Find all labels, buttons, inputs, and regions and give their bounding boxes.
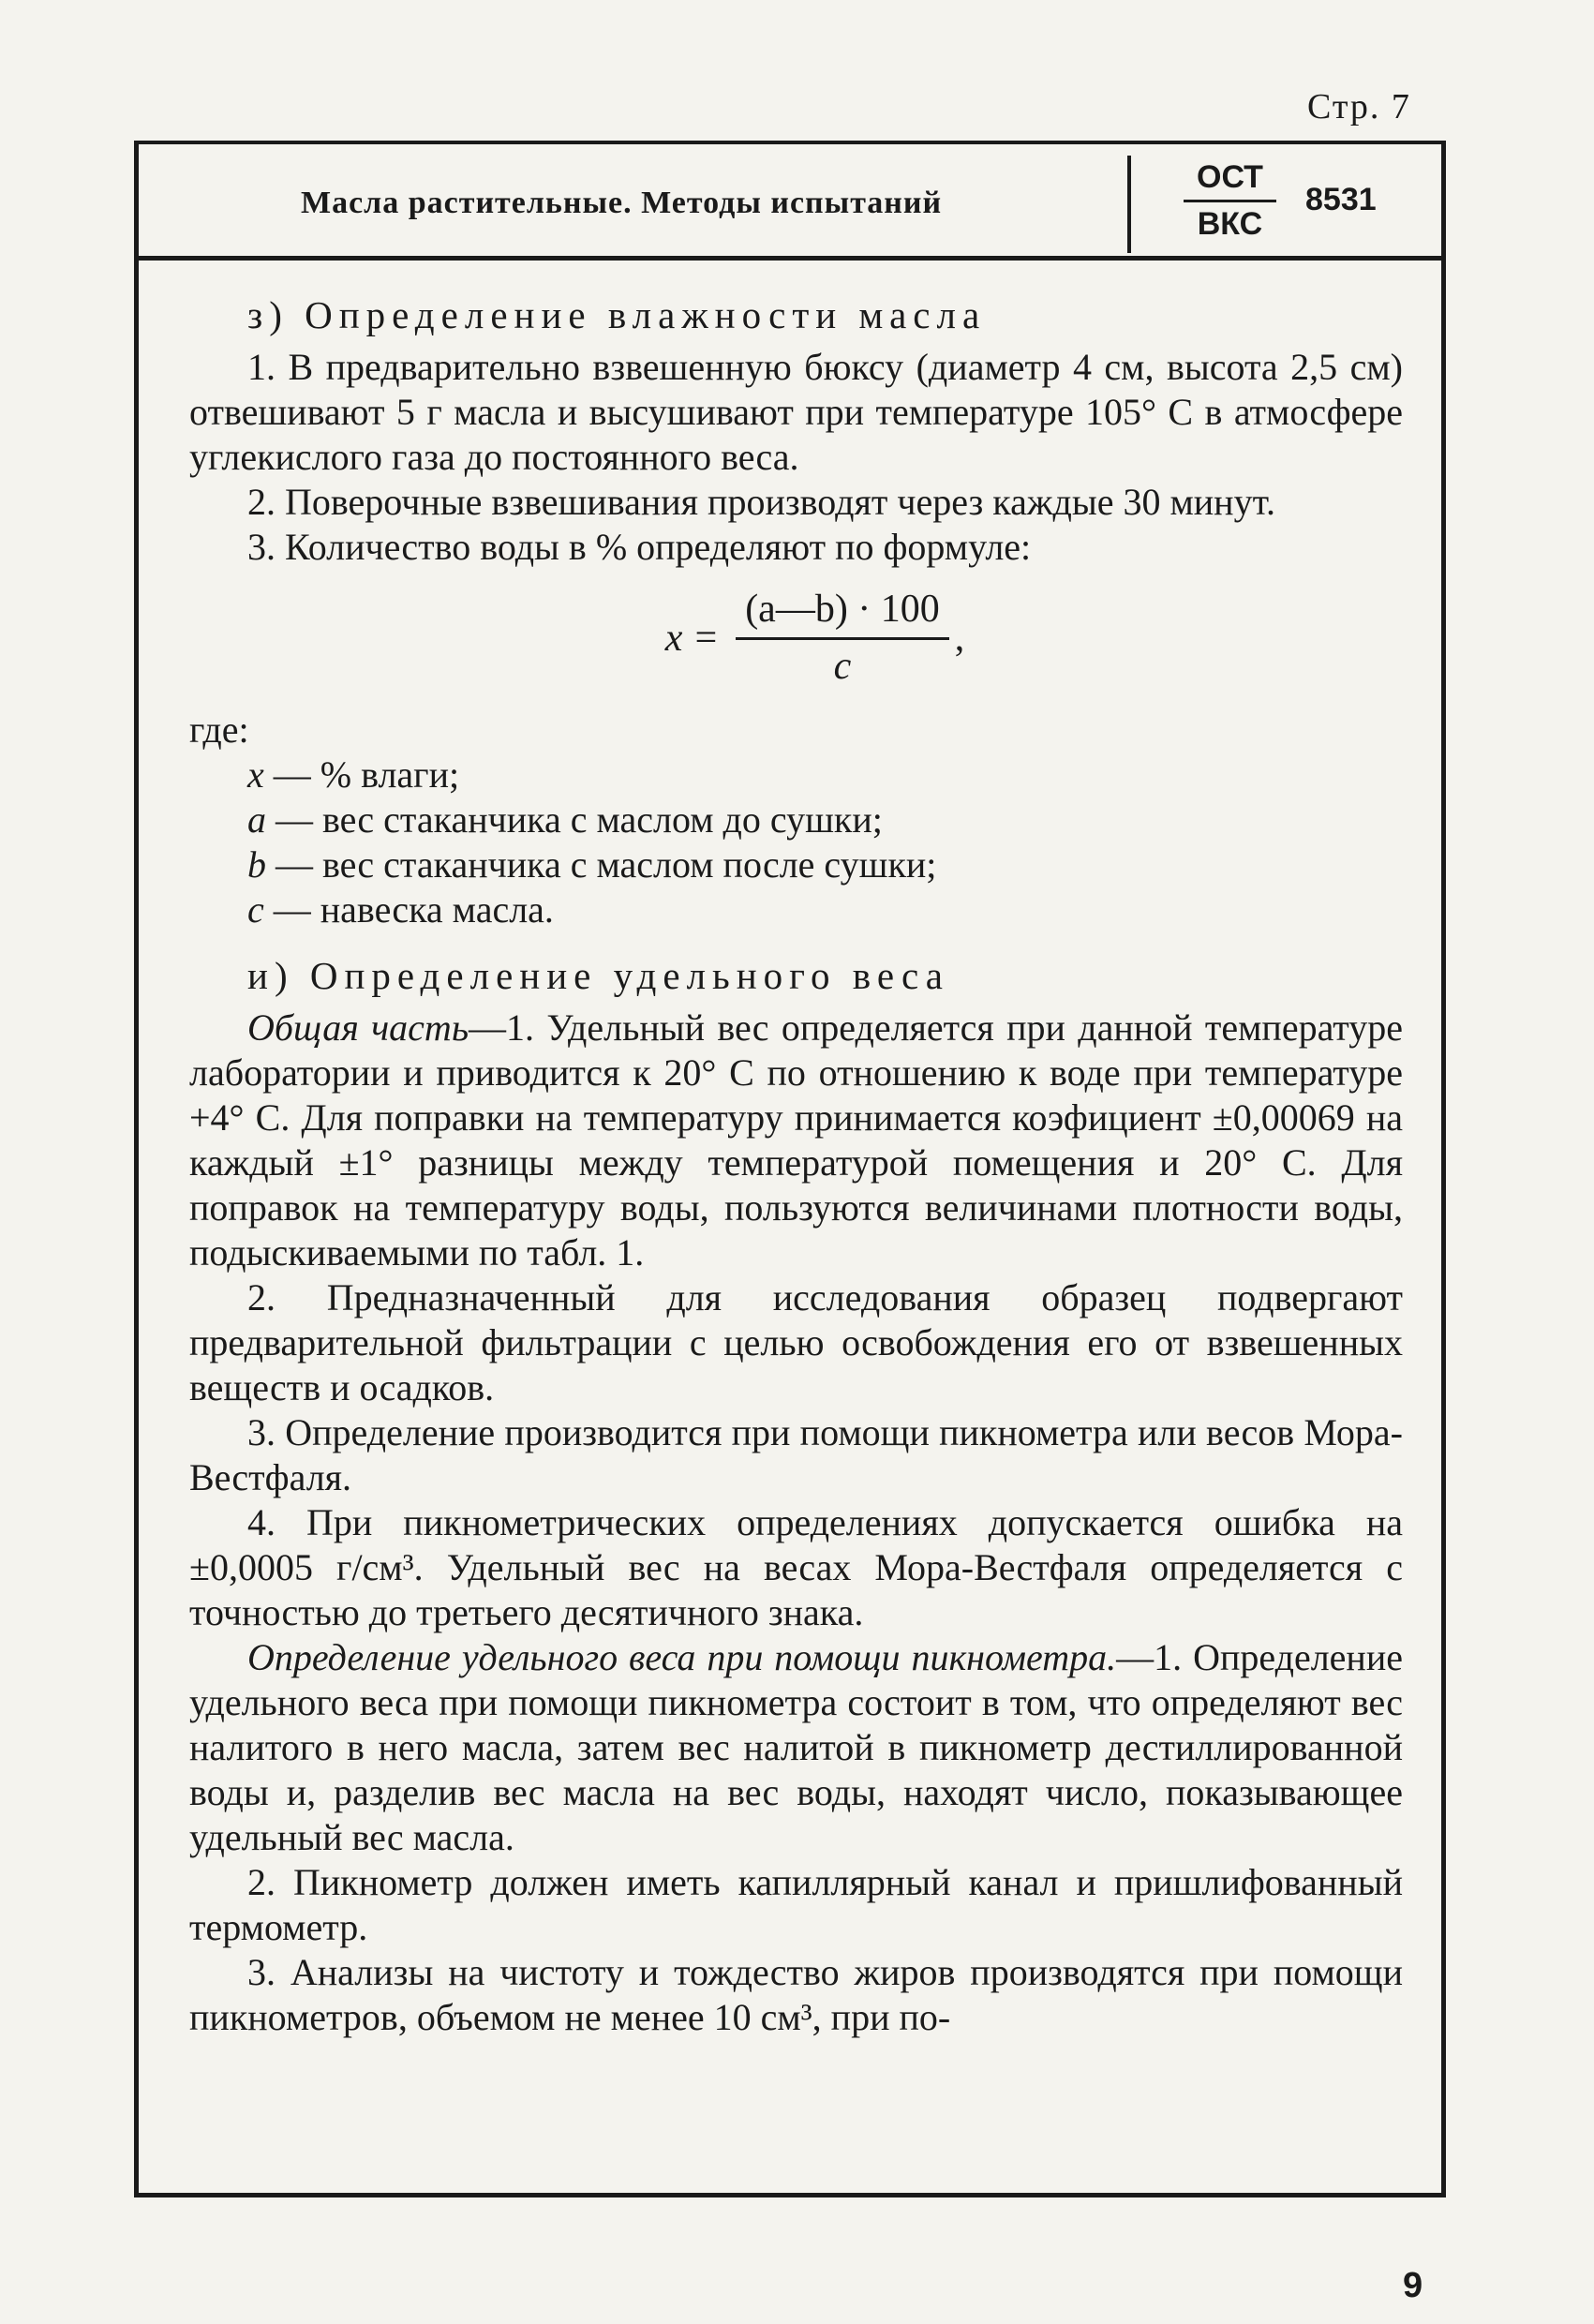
density-paragraph-3: 3. Определение производится при помощи пикнометра или весов Мора-Вестфаля.	[189, 1411, 1403, 1498]
density-paragraph-4: 4. При пикнометрических определениях допускается ошибка на ±0,0005 г/см³. Удельный вес на весах Мора-Вестфаля определяется с точностью до третьего десятичного знака.	[189, 1501, 1403, 1633]
variable-item: x — % влаги;	[247, 753, 460, 796]
density-paragraph-1: Общая часть—1. Удельный вес определяется при данной температуре лаборатории и приводится к 20° С по отношению к воде при температуре +4° С. Для поправки на температуру принимается коэфициент ±0,00069 на каждый ±1° разницы между температурой помещения и 20° С. Для поправок на температуру воды, пользуются величинами плотности воды, подыскиваемыми по табл. 1.	[189, 1006, 1404, 1274]
pycnometer-paragraph-1: Определение удельного веса при помощи пикнометра.—1. Определение удельного веса при помощи пикнометра состоит в том, что определяют вес налитого в него масла, затем вес налитой в пикнометр дестиллированной воды и, разделив вес масла на вес воды, находят число, показывающее удельный вес масла.	[189, 1636, 1403, 1858]
variable-item: a — вес стаканчика с маслом до сушки;	[247, 798, 883, 841]
variable-item: b — вес стаканчика с маслом после сушки;	[247, 843, 937, 886]
header-divider	[1127, 156, 1131, 253]
section-moisture-title: з) Определение влажности масла	[247, 293, 987, 336]
formula-numerator: (a—b) · 100	[736, 587, 949, 640]
formula-denominator: c	[833, 645, 852, 688]
formula-lhs: x =	[664, 616, 720, 660]
variable-item: c — навеска масла.	[247, 888, 554, 931]
document-header	[134, 141, 1446, 261]
standard-denominator: ВКС	[1197, 206, 1263, 242]
document-body	[189, 292, 1403, 2040]
page-label: Стр. 7	[1307, 87, 1411, 127]
where-label: где:	[189, 708, 249, 751]
moisture-formula	[189, 587, 1403, 689]
pycnometer-paragraph-3: 3. Анализы на чистоту и тождество жиров производятся при помощи пикнометров, объемом не менее 10 см³, при по-	[189, 1951, 1403, 2038]
header-title: Масла растительные. Методы испытаний	[301, 186, 943, 220]
page-number: 9	[1403, 2266, 1423, 2305]
formula-fraction	[736, 587, 949, 689]
general-part-heading: Общая часть	[247, 1006, 469, 1049]
standard-code: 8531	[1305, 182, 1377, 217]
standard-numerator: ОСТ	[1184, 159, 1276, 202]
standard-designation	[1184, 159, 1276, 243]
moisture-paragraph-2: 2. Поверочные взвешивания производят через каждые 30 минут.	[247, 481, 1276, 523]
section-density-title: и) Определение удельного веса	[247, 954, 949, 997]
moisture-paragraph-1: 1. В предварительно взвешенную бюксу (диаметр 4 см, высота 2,5 см) отвешивают 5 г масла и высушивают при температуре 105° С в атмосфере углекислого газа до постоянного веса.	[189, 346, 1403, 478]
pycnometer-paragraph-2: 2. Пикнометр должен иметь капиллярный канал и пришлифованный термометр.	[189, 1861, 1403, 1948]
moisture-paragraph-3: 3. Количество воды в % определяют по формуле:	[247, 526, 1032, 568]
pycnometer-heading: Определение удельного веса при помощи пикнометра.	[247, 1636, 1117, 1678]
density-paragraph-2: 2. Предназначенный для исследования образец подвергают предварительной фильтрации с целью освобождения его от взвешенных веществ и осадков.	[189, 1276, 1403, 1408]
variable-list	[247, 752, 1403, 932]
formula-tail: ,	[954, 616, 965, 660]
